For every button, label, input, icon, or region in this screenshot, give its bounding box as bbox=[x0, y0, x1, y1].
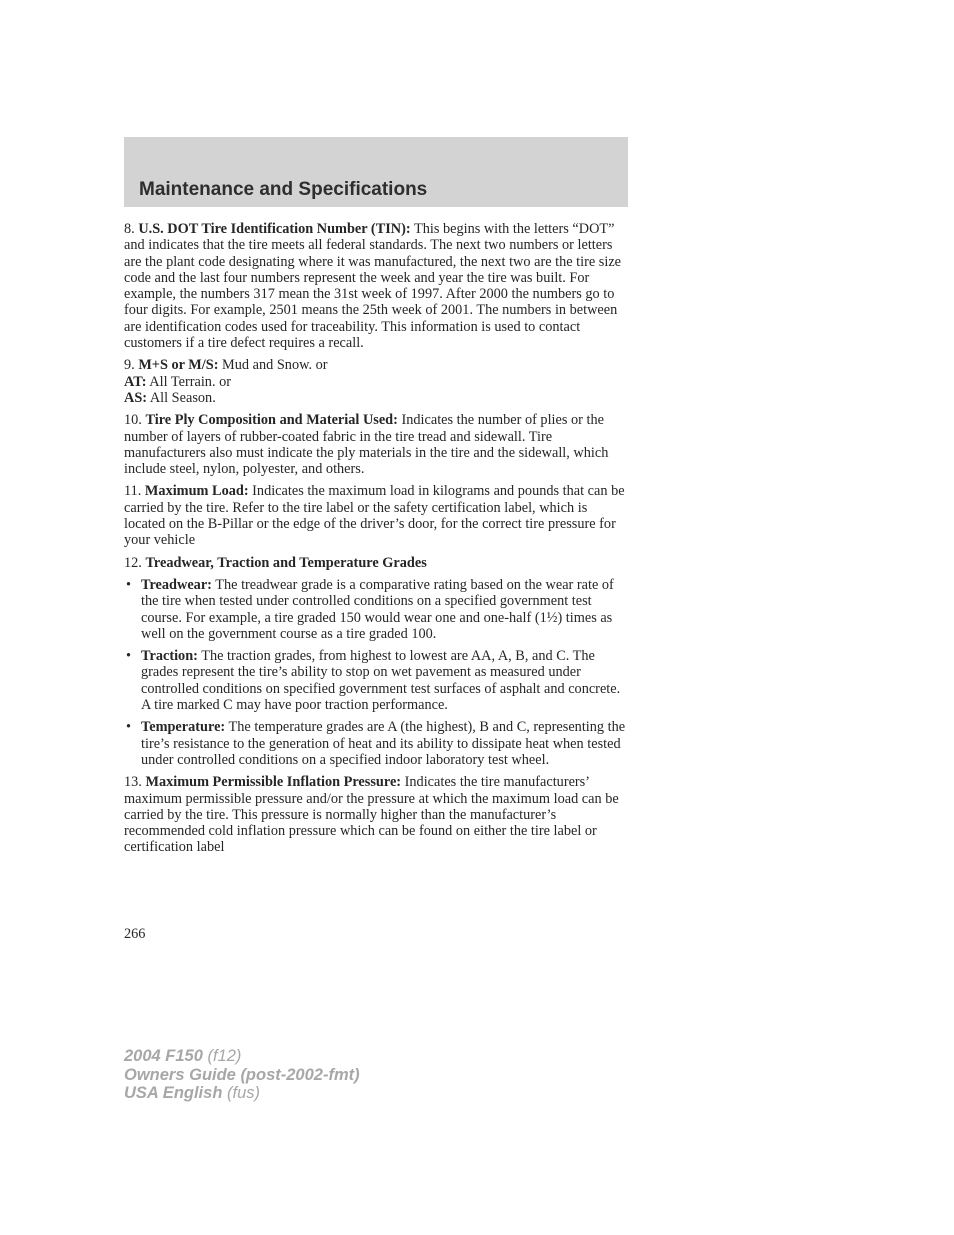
item-text: Indicates the number of plies or the number of layers of rubber-coated fabric in the tire tread and sidewall. Tire manufacturers also must indicate the ply materials in the tire and the sidewall, which include steel, nylon, polyester, and others. bbox=[124, 412, 609, 478]
item-text: Indicates the tire manufacturers’ maximum permissible pressure and/or the pressure at which the maximum load can be carried by the tire. This pressure is normally higher than the manufacturer’s recommended cold inflation pressure which can be found on either the tire label or certification label bbox=[124, 774, 619, 856]
bullet-icon: • bbox=[126, 648, 132, 665]
item-number: 8. bbox=[124, 221, 135, 237]
footer-language-code: (fus) bbox=[227, 1084, 260, 1102]
footer-guide: Owners Guide (post-2002-fmt) bbox=[124, 1065, 360, 1084]
item-term: U.S. DOT Tire Identification Number (TIN): bbox=[138, 221, 411, 237]
bullet-text: The temperature grades are A (the highest), B and C, representing the tire’s resistance to the generation of heat and its ability to dissipate heat when tested under controlled conditions on a specified indoor laboratory test wheel. bbox=[141, 719, 626, 768]
footer-model: 2004 F150 bbox=[124, 1047, 203, 1065]
bullet-term: Treadwear: bbox=[141, 576, 212, 593]
list-item bbox=[124, 577, 628, 642]
item-10 bbox=[124, 412, 628, 477]
item-term: Treadwear, Traction and Temperature Grades bbox=[145, 554, 427, 571]
item-text: All Terrain. or bbox=[149, 373, 232, 390]
item-9 bbox=[124, 357, 628, 406]
item-number: 13. bbox=[124, 774, 142, 791]
item-13 bbox=[124, 774, 628, 855]
bullet-term: Temperature: bbox=[141, 719, 226, 736]
page-number: 266 bbox=[124, 926, 146, 942]
grades-list bbox=[124, 577, 628, 768]
item-8 bbox=[124, 221, 628, 351]
page-content bbox=[124, 221, 628, 862]
item-number: 10. bbox=[124, 412, 142, 429]
item-number: 12. bbox=[124, 554, 142, 571]
section-header-band bbox=[124, 137, 628, 207]
item-term: AS: bbox=[124, 389, 148, 406]
bullet-text: The traction grades, from highest to lowest are AA, A, B, and C. The grades represent the tire’s ability to stop on wet pavement as measured under controlled conditions on specified government test surfaces of asphalt and concrete. A tire marked C may have poor traction performance. bbox=[141, 648, 621, 714]
item-text: This begins with the letters “DOT” and indicates that the tire meets all federal standards. The next two numbers or letters are the plant code designating where it was manufactured, the next two are the tire size code and the last four numbers represent the week and year the tire was built. For example, the numbers 317 mean the 31st week of 1997. After 2000 the numbers go to four digits. For example, 2501 means the 25th week of 2001. The numbers in between are identification codes used for traceability. This information is used to contact customers if a tire defect requires a recall. bbox=[124, 221, 622, 352]
bullet-term: Traction: bbox=[141, 648, 198, 665]
item-text: Indicates the maximum load in kilograms and pounds that can be carried by the tire. Refer to the tire label or the safety certification label, which is located on the B-Pillar or the edge of the driver’s door, for the correct tire pressure for your vehicle bbox=[124, 483, 625, 549]
item-term: M+S or M/S: bbox=[138, 357, 219, 374]
bullet-icon: • bbox=[126, 576, 132, 593]
item-number: 9. bbox=[124, 357, 135, 374]
bullet-icon: • bbox=[126, 719, 132, 736]
section-title: Maintenance and Specifications bbox=[139, 179, 428, 200]
list-item bbox=[124, 719, 628, 768]
item-term: Tire Ply Composition and Material Used: bbox=[145, 412, 398, 429]
item-text: Mud and Snow. or bbox=[222, 357, 328, 374]
item-12 bbox=[124, 555, 628, 571]
item-term: Maximum Permissible Inflation Pressure: bbox=[145, 774, 402, 791]
footer-model-code: (f12) bbox=[207, 1047, 242, 1065]
list-item bbox=[124, 648, 628, 713]
footer-language: USA English bbox=[124, 1084, 223, 1102]
document-footer bbox=[124, 1047, 360, 1103]
item-term: Maximum Load: bbox=[144, 483, 249, 500]
item-text: All Season. bbox=[149, 389, 216, 406]
bullet-text: The treadwear grade is a comparative rating based on the wear rate of the tire when tested under controlled conditions on a specified government test course. For example, a tire graded 150 would wear one and one-half (1½) times as well on the government course as a tire graded 100. bbox=[141, 576, 614, 642]
item-11 bbox=[124, 483, 628, 548]
item-number: 11. bbox=[124, 483, 142, 500]
item-term: AT: bbox=[124, 373, 147, 390]
